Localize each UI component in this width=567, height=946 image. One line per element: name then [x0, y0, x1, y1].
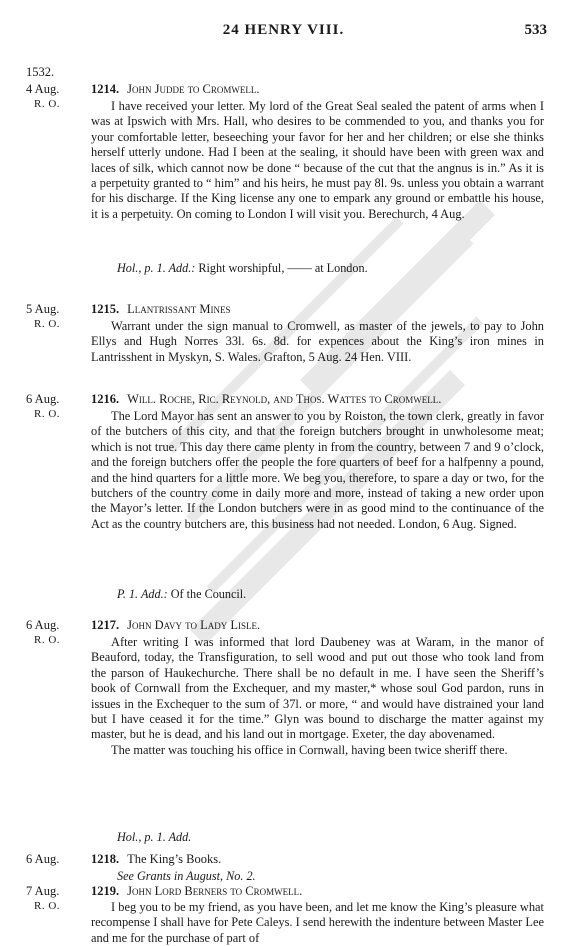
entry-number: 1217. [91, 618, 120, 632]
entry-body [91, 409, 544, 532]
entry-body [91, 99, 544, 222]
entry-title: Will. Roche, Ric. Reynold, and Thos. Wattes to Cromwell. [127, 392, 442, 406]
page-number: 533 [524, 22, 547, 38]
entry-source: R. O. [34, 318, 61, 330]
entry-title: John Judde to Cromwell. [127, 82, 260, 96]
entry-date: 6 Aug. [26, 618, 60, 632]
entry-text: After writing I was informed that lord Daubeney was at Waram, in the manor of Beauford, today, the Transfiguration, to sell wood and put out those who took land from the parson of Haukechurche. There shall be no default in me. I have seen the Sheriff’s book of Cornwall from the Exchequer, and my master,* whose soul God pardon, runs in issues in the Exchequer to the sum of 37l. or more, “ and would have distrained your land but I have ceased it for the time.” Glyn was bound to discharge the matter against my master, but he is dead, and his land out in mortgage. Exeter, the day abovenamed. [91, 635, 544, 742]
running-title: 24 HENRY VIII. [222, 22, 345, 38]
entry-heading [91, 82, 260, 97]
entry-source: R. O. [34, 98, 61, 110]
entry-heading [91, 618, 260, 633]
meta-ref: Hol., p. 1. [117, 261, 166, 275]
entry-title: John Davy to Lady Lisle. [127, 618, 261, 632]
entry-note: The matter was touching his office in Cornwall, having been twice sheriff there. [111, 742, 508, 757]
entry-1219-body [91, 900, 544, 945]
entry-title: The King’s Books. [127, 852, 222, 866]
entry-source: R. O. [34, 408, 61, 420]
entry-heading [91, 852, 221, 867]
meta-add: Add.: [140, 587, 168, 601]
entry-date: 6 Aug. [26, 852, 60, 866]
entry-meta [117, 587, 246, 602]
entry-number: 1214. [91, 82, 120, 96]
meta-ref: Hol., p. 1. [117, 830, 166, 844]
entry-1218-crossref: See Grants in August, No. 2. [117, 869, 256, 883]
entry-body [91, 635, 544, 758]
entry-body [91, 319, 544, 365]
entry-date: 5 Aug. [26, 302, 60, 316]
meta-ref: P. 1. [117, 587, 139, 601]
entry-text: Warrant under the sign manual to Cromwell, as master of the jewels, to pay to John Ellys and Hugh Norres 33l. 6s. 8d. for expences about the King’s iron mines in Lantrisshent in Myskyn, S. Wales. Grafton, 5 Aug. 24 Hen. VIII. [91, 319, 544, 364]
entry-source: R. O. [34, 634, 61, 646]
meta-add: Add.: [168, 261, 196, 275]
entry-title: John Lord Berners to Cromwell. [127, 884, 303, 898]
entry-meta [117, 261, 368, 276]
entry-text: I beg you to be my friend, as you have been, and let me know the King’s pleasure what recompense I shall have for Pete Caleys. I send herewith the indenture between Master Lee and me for the purchase of part of [91, 900, 544, 945]
entry-heading [91, 302, 231, 317]
entry-date: 4 Aug. [26, 82, 60, 96]
entry-text: The Lord Mayor has sent an answer to you by Roiston, the town clerk, greatly in favor of the butchers of this city, and that the foreign butchers brought in unwholesome meat; which is not true. This day there came plenty in from the country, between 7 and 9 o’clock, and the foreign butchers offer the people the fore quarters of beef for a halfpenny a pound, and the hind quarters for a little more. We beg you, therefore, to spare a day or two, for the butchers of the country come in daily more and more, instead of taking a new order upon the Mayor’s letter. If the London butchers were in as good mind to the continuance of the Act as the country butchers are, this business had not needed. London, 6 Aug. Signed. [91, 409, 544, 531]
entry-number: 1215. [91, 302, 120, 316]
entry-heading [91, 392, 441, 407]
entry-number: 1219. [91, 884, 120, 898]
entry-1219-source: R. O. [34, 900, 61, 912]
meta-address: Right worshipful, —— at London. [198, 261, 368, 275]
entry-title: Llantrissant Mines [127, 302, 231, 316]
entry-number: 1218. [91, 852, 120, 866]
meta-address: Of the Council. [170, 587, 247, 601]
meta-add: Add. [168, 830, 192, 844]
entry-date: 6 Aug. [26, 392, 60, 406]
page-header [0, 22, 567, 42]
entry-number: 1216. [91, 392, 120, 406]
entry-heading [91, 884, 302, 899]
entry-text: I have received your letter. My lord of the Great Seal sealed the patent of arms when I was at Ipswich with Mrs. Hall, who desires to be commended to you, and thanks you for your comfortable letter, beseeching your favor for her and her children; or else she thinks herself utterly undone. Had I been at the sealing, it should have been with green wax and laces of silk, which cannot now be done “ because of the cut that the angnus is in.” As it is a perpetuity granted to “ him” and his heirs, he must pay 8l. 9s. unless you obtain a warrant for his discharge. If the King license any one to empark any ground or embattle his house, it is a perpetuity. On coming to London I will visit you. Berechurch, 4 Aug. [91, 99, 544, 221]
entry-date: 7 Aug. [26, 884, 60, 898]
year-label: 1532. [26, 65, 55, 79]
entry-meta [117, 830, 191, 845]
